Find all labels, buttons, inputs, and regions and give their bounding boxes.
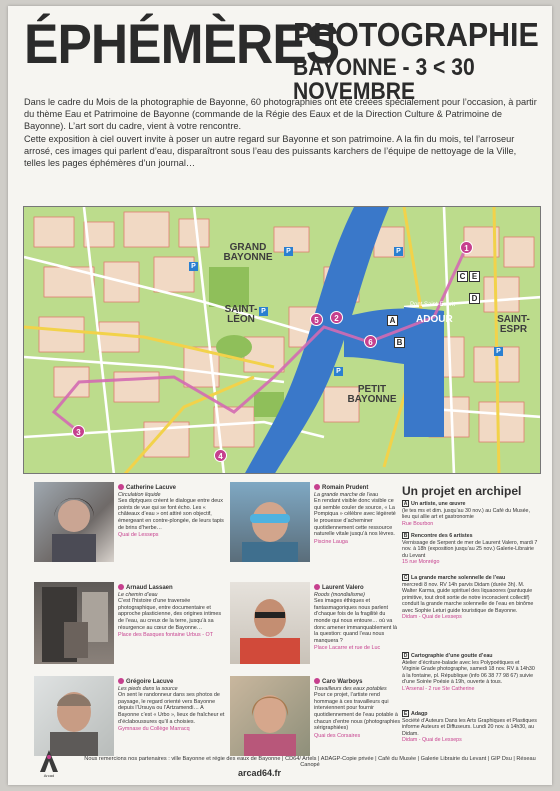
map-letter-c: C (457, 271, 468, 282)
artist-description: En rendant visible donc visible ce qui semble couler de source, « La Pompiqua » célèbre avec légèreté le prouesse d’acheminer quotidiennement cette ressource naturelle vitale jusqu’à nos lèvres. (314, 498, 396, 538)
artist-entry-6 (314, 678, 400, 739)
artist-name: Catherine Lacuve (118, 484, 226, 492)
artist-entry-3 (118, 678, 226, 733)
artist-work-title: Les pieds dans la source (118, 685, 178, 692)
artist-entry-4 (314, 484, 400, 545)
map-label-pont: Pont Saint-Esprit (410, 302, 456, 308)
artist-photo (230, 482, 310, 562)
artist-description: Pour ce projet, l’artiste rend hommage à ces travailleurs qui interviennent pour fournir quotidiennement de l’eau potable à chacun d’entre nous (photographies sérigraphiées) (314, 692, 401, 732)
parking-icon: P (189, 262, 198, 271)
parking-icon: P (494, 347, 503, 356)
artist-description: C’est l’histoire d’une traversée photographique, entre documentaire et approche plasticienne, des origines intimes de l’eau, au creux de la terre, jusqu’à sa résurgence au cœur de Bayonne… (118, 598, 222, 631)
map-marker-1: 1 (460, 241, 473, 254)
intro-paragraph-1: Dans le cadre du Mois de la photographie de Bayonne, 60 photographies ont été créées spécialement pour l’occasion, à partir du thème Eau et Patrimoine de Bayonne (commande de la Régie des Eaux et de la Direction Culture & Patrimoine de Bayonne). L’art sort du cadre, vient à votre rencontre. (24, 97, 537, 132)
archipel-item-heading: C La grande marche solennelle de l’eau (403, 575, 506, 581)
map-marker-4: 4 (214, 449, 227, 462)
map-label-saint-leon: SAINT-LÉON (224, 304, 258, 325)
map-marker-2: 2 (330, 311, 343, 324)
map-marker-5: 5 (310, 313, 323, 326)
intro-text (24, 96, 538, 169)
map-letter-d: D (469, 293, 480, 304)
archipel-item-heading: B Rencontre des 6 artistes (403, 533, 473, 539)
archipel-item-d (402, 652, 538, 692)
intro-paragraph-2: Cette exposition à ciel ouvert invite à poser un autre regard sur Bayonne et son patrimoine. A la fin du mois, tel l’arroseur arrosé, ces images qui parlent d’eau, disparaîtront sous l’eau des puissants karchers de l’équipe de nettoyage de la Ville, telles les pages éphémères d’un journal… (24, 133, 517, 169)
artist-location: Quai des Corsaires (314, 732, 361, 739)
map-marker-6: 6 (364, 335, 377, 348)
map-label-petit-bayonne: PETIT BAYONNE (347, 384, 397, 405)
footer-website: arcad64.fr (238, 768, 282, 778)
parking-icon: P (394, 247, 403, 256)
artist-photo (34, 582, 114, 664)
poster-dates: BAYONNE - 3 < 30 NOVEMBRE (293, 54, 475, 105)
map-label-adour: ADOUR (416, 314, 453, 325)
archipel-item-text: Société d’Auteurs Dans les Arts Graphiques et Plastiques informe Auteurs et Diffuseurs. Lundi 20 nov. à 14h30, au Didam. (402, 717, 537, 737)
archipel-item-text: Vernissage de Serpent de mer de Laurent Valero, mardi 7 nov. à 18h (exposition jusqu’au 25 nov.) Galerie-Librairie du Levant (402, 539, 538, 559)
artist-work-title: Travailleurs des eaux potables (314, 685, 387, 692)
archipel-item-heading: D Cartographie d’une goutte d’eau (403, 653, 493, 659)
parking-icon: P (259, 307, 268, 316)
archipel-item-text: (le tes ms et dim. jusqu’au 30 nov.) au Café du Musée, lieu qui allie art et gastronomie (402, 507, 530, 520)
map-marker-3: 3 (72, 425, 85, 438)
map-label-grand-bayonne: GRAND BAYONNE (223, 242, 273, 263)
marker-dot (118, 678, 124, 684)
artist-location: Gymnase du Collège Marracq (118, 726, 190, 733)
marker-dot (314, 678, 320, 684)
poster (8, 6, 552, 785)
archipel-item-heading: E Adagp (403, 711, 428, 717)
city-map (23, 206, 541, 474)
artist-entry-2 (118, 584, 226, 639)
artist-description: Ses diptyques créent le dialogue entre deux points de vue qui se font écho. Les « châteaux d’eau » ont attiré son objectif, émergeant en contre-plongée, de leurs tapis de brins d’herbe… (118, 498, 224, 531)
archipel-item-location: Rue Bourbon (402, 520, 434, 527)
artist-entry-1 (118, 484, 226, 539)
artist-work-title: Roods (mondialisme) (314, 591, 365, 598)
artist-location: Place Lacarre et rue de Luc (314, 645, 381, 652)
parking-icon: P (334, 367, 343, 376)
artist-name: Romain Prudent (314, 484, 400, 492)
archipel-item-text: Atelier d’écriture-balade avec les Polypoétiques et Virginie Grade photographe, samedi 18 nov. RV à 14h30 à la fontaine, pl. République (info 06 38 77 98 67) suivie d’une Soirée Poésie à 19h, ouverte à tous. (402, 659, 535, 685)
artist-entry-5 (314, 584, 400, 652)
footer-thanks: Nous remercions nos partenaires : ville Bayonne et régie des eaux de Bayonne | CD64/ Artels | ADAGP-Copie privée | Café du Musée | Galerie Librairie du Levant | GIP Dsu | Réseau Canopé (84, 756, 536, 768)
map-label-saint-esprit: SAINT-ESPR (497, 314, 530, 335)
parking-icon: P (284, 247, 293, 256)
archipel-item-heading: A Un artiste, une œuvre (403, 501, 466, 507)
artist-description: On sent le randonneur dans ses photos de paysage, le regard orienté vers Bayonne depuis l’Ursuya ou l’Artzamendi… A Bayonne c’est « Urbo », lieux de fraîcheur et d’éclaboussures qu’il a choisies. (118, 692, 225, 725)
marker-dot (314, 484, 320, 490)
artist-work-title: Le chemin d’eau (118, 591, 158, 598)
artist-name: Arnaud Lassaen (118, 584, 226, 592)
artist-photo (34, 482, 114, 562)
archipel-item-location: 15 rue Monrégo (402, 559, 440, 565)
poster-title: ÉPHÉMÈRES (24, 12, 340, 75)
marker-dot (314, 584, 320, 590)
marker-dot (118, 484, 124, 490)
archipel-title: Un projet en archipel (402, 484, 522, 498)
archipel-item-b (402, 532, 538, 566)
map-letter-b: B (394, 337, 405, 348)
map-letter-e: E (469, 271, 480, 282)
artist-name: Grégoire Lacuve (118, 678, 226, 686)
archipel-item-location: Didam - Quai de Lesseps (402, 737, 462, 743)
artist-location: Piscine Lauga (314, 538, 348, 545)
marker-dot (118, 584, 124, 590)
artist-location: Quai de Lesseps (118, 532, 159, 539)
archipel-item-text: mercredi 8 nov. RV 14h parvis Didam (durée 3h). M. Walter Karma, guide spirituel des liquaoores (pantuquie primitive, tout droit sortie de notre inconscient collectif) conduit la grande marche solennelle de l’eau en binôme avec Sophie Leturi guide touristique de Bayonne. (402, 581, 534, 614)
arcad-logo (38, 748, 60, 778)
archipel-item-location: Didam - Quai de Lesseps (402, 614, 462, 620)
artist-work-title: La grande marche de l’eau (314, 491, 379, 498)
artist-description: Ses images éthiques et fantasmagoriques nous parlent d’chaque fois de la fragilité du monde qui nous entoure… où va donc amener immanquablement là la question: quand l’eau nous manquera ? (314, 598, 398, 644)
archipel-item-e (402, 710, 538, 744)
map-letter-a: A (387, 315, 398, 326)
artist-photo (230, 582, 310, 664)
archipel-item-location: L’Arsenal - 2 rue Ste Catherine (402, 685, 475, 692)
poster-subtitle: PHOTOGRAPHIE (293, 16, 539, 53)
archipel-item-a (402, 500, 538, 527)
artist-photo (230, 676, 310, 756)
artist-location: Place des Basques fontaine Urbus - OT (118, 632, 213, 639)
artist-name: Caro Warboys (314, 678, 400, 686)
artist-name: Laurent Valero (314, 584, 400, 592)
archipel-item-c (402, 574, 538, 621)
svg-text:Arcad: Arcad (43, 773, 55, 778)
artist-photo (34, 676, 114, 756)
artist-work-title: Circulation liquide (118, 491, 161, 498)
